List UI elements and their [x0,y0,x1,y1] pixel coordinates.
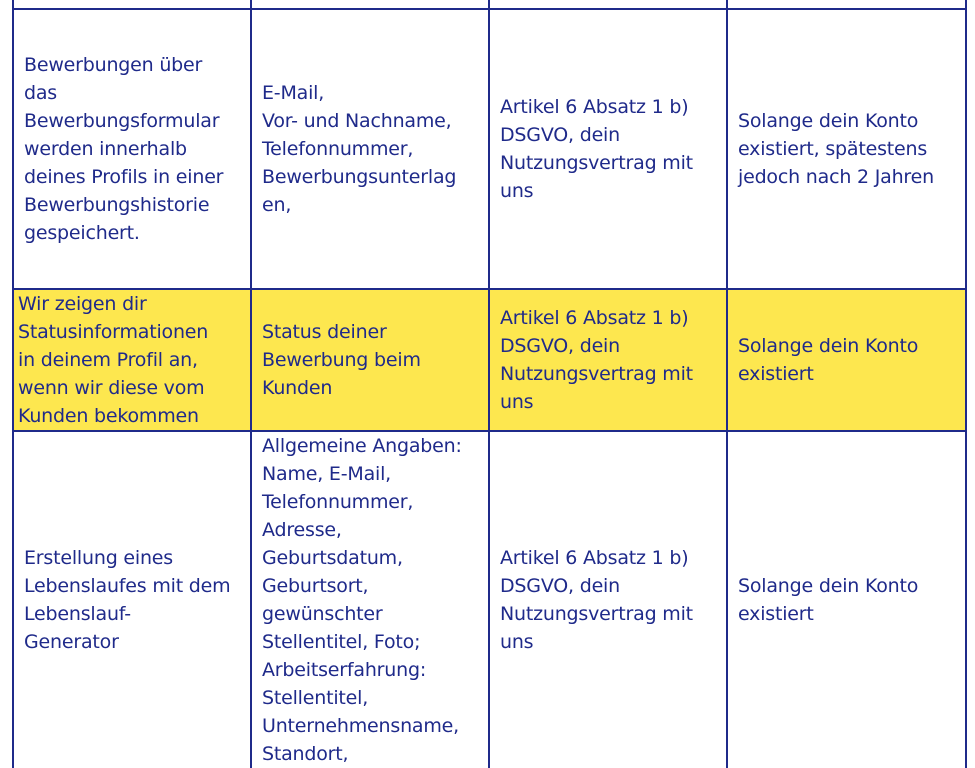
table-cell-purpose [13,0,251,9]
table-cell-retention [727,0,966,9]
table-row [13,0,966,9]
table-cell-data-categories: Allgemeine Angaben: Name, E-Mail, Telefonnummer, Adresse, Geburtsdatum, Geburtsort, gewünschter Stellentitel, Foto; Arbeitserfahrung: Stellentitel, Unternehmensname, Standort, [251,431,489,768]
table-cell-legal-basis [489,0,727,9]
table-row [13,431,966,768]
table-cell-purpose: Wir zeigen dir Statusinformationen in deinem Profil an, wenn wir diese vom Kunden bekommen [13,289,251,431]
highlighted-table-row [13,289,966,431]
table-cell-data-categories: Status deiner Bewerbung beim Kunden [251,289,489,431]
data-processing-table [12,0,967,768]
table-cell-retention: Solange dein Konto existiert [727,431,966,768]
table-cell-retention: Solange dein Konto existiert [727,289,966,431]
table-cell-legal-basis: Artikel 6 Absatz 1 b) DSGVO, dein Nutzungsvertrag mit uns [489,9,727,289]
table-cell-legal-basis: Artikel 6 Absatz 1 b) DSGVO, dein Nutzungsvertrag mit uns [489,431,727,768]
table-cell-purpose: Bewerbungen über das Bewerbungsformular werden innerhalb deines Profils in einer Bewerbungshistorie gespeichert. [13,9,251,289]
table-cell-purpose: Erstellung eines Lebenslaufes mit dem Lebenslauf- Generator [13,431,251,768]
table-cell-legal-basis: Artikel 6 Absatz 1 b) DSGVO, dein Nutzungsvertrag mit uns [489,289,727,431]
table-cell-data-categories [251,0,489,9]
table-cell-data-categories: E-Mail, Vor- und Nachname, Telefonnummer, Bewerbungsunterlag en, [251,9,489,289]
table-row [13,9,966,289]
table-cell-retention: Solange dein Konto existiert, spätestens jedoch nach 2 Jahren [727,9,966,289]
